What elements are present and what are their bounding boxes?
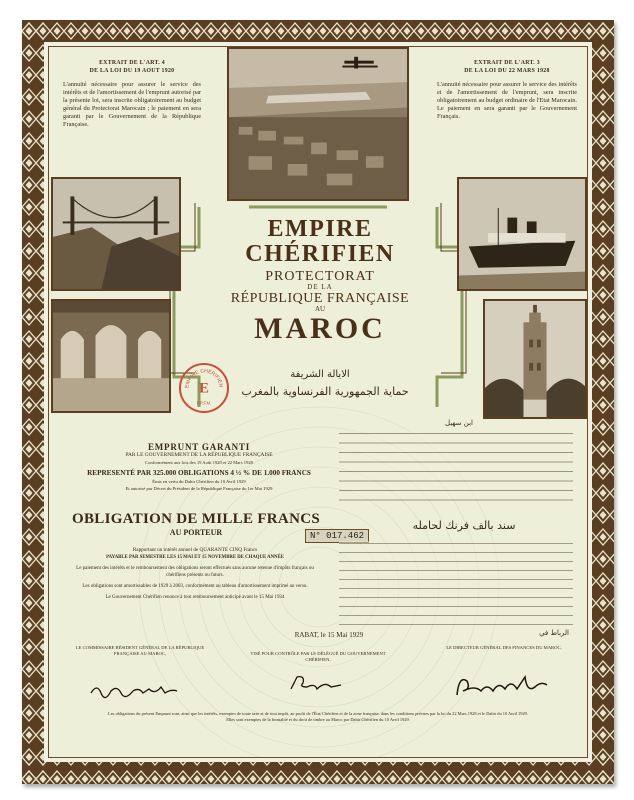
stamp-monogram: E	[199, 380, 209, 397]
footer-line-2: Elles sont exemptes de la formalité et du droit de timbre au Maroc par Dahir Chérifien du 10 Avril 1929.	[226, 717, 410, 722]
extract-left-law: DE LA LOI DU 19 AOUT 1920	[89, 68, 175, 74]
certificate-body	[48, 46, 588, 758]
extract-left-text: L'annuité nécessaire pour assurer le service des intérêts et de l'amortissement de l'emprunt autorisé par la présente loi, sera inscrite obligatoirement au budget général du Protectorat Marocain ; le paiement en sera garanti par le Gouvernement de la République Française.	[63, 81, 201, 128]
footer-text	[65, 711, 571, 723]
title-empire: EMPIRE	[267, 216, 373, 242]
bond-title: OBLIGATION DE MILLE FRANCS	[72, 511, 320, 527]
place-date: RABAT, le 15 Mai 1929	[294, 631, 364, 639]
arabic-protectorate: حماية الجمهورية الفرنساوية بالمغرب	[241, 385, 409, 398]
title-cherifien: CHÉRIFIEN	[245, 241, 395, 267]
loan-dahir: Émis en vertu du Dahir Chérifien du 10 Avril 1929	[152, 479, 246, 484]
title-maroc: MAROC	[254, 312, 386, 345]
loan-represented: REPRESENTÉ PAR 325.000 OBLIGATIONS 4 ½ % DE 1.000 FRANCS	[87, 469, 311, 477]
stamp-ring-text: EMPIRE CHÉRIFIEN	[184, 368, 224, 389]
signature-center	[287, 673, 347, 695]
photo-aerial-port	[227, 47, 409, 201]
loan-decret: Et autorisé par Décret du Président de la République Française du 1er Mai 1929	[125, 486, 273, 491]
title-republique: RÉPUBLIQUE FRANÇAISE	[230, 291, 410, 306]
photo-arches-interior	[51, 299, 171, 413]
arabic-loan-text	[339, 431, 573, 501]
loan-heading: EMPRUNT GARANTI	[147, 442, 251, 452]
extract-right-law: DE LA LOI DU 22 MARS 1928	[464, 68, 550, 74]
title-block	[219, 217, 421, 345]
footer-line-1: Les obligations du présent Emprunt sont, ainsi que les intérêts, exemptes de toute taxe et de tout impôt, au profit de l'État Chérifien et de la zone française, dans les conditions prévues par la loi du 22 Mars 1928 et le Dahir du 10 Avril 1929.	[108, 711, 528, 716]
extract-right	[437, 59, 577, 121]
arabic-bond-title: سند بالف فرنك لحامله	[412, 519, 516, 532]
bond-title-block	[71, 511, 321, 537]
bond-payable: PAYABLE PAR SEMESTRE LES 15 MAI ET 15 NOVEMBRE DE CHAQUE ANNÉE	[106, 555, 284, 560]
bond-bearer: AU PORTEUR	[169, 528, 223, 537]
photo-bridge	[51, 177, 181, 291]
signatory-right-title: LE DIRECTEUR GÉNÉRAL DES FINANCES DU MAROC,	[446, 645, 562, 650]
extract-left	[63, 59, 201, 129]
title-protectorat: PROTECTORAT	[265, 269, 375, 284]
stamp-bottom-text: P.P.F.M.	[196, 400, 212, 406]
bond-para-3: Le Gouvernement Chérifien renonce à tout remboursement anticipé avant le 15 Mai 1934	[105, 595, 285, 600]
arabic-text-lines	[339, 431, 573, 501]
title-au: AU	[314, 305, 326, 313]
arabic-place-date: الرباط في	[539, 629, 569, 637]
extract-right-text: L'annuité nécessaire pour assurer le service des intérêts et de l'amortissement de l'emprunt, sera inscrite obligatoirement au budget ordinaire de l'Etat Marocain. Le paiement en sera garanti par le Gouvernement Français.	[437, 81, 577, 120]
serial-number: N° 017.462	[305, 529, 369, 543]
title-de-la: DE LA	[307, 283, 333, 291]
arabic-serial-label: ابن سهيل	[445, 419, 473, 427]
loan-conformement: Conformément aux lois des 19 Août 1920 et 22 Mars 1928	[145, 460, 253, 465]
signature-right	[453, 671, 549, 701]
signatory-center-title: VISÉ POUR CONTRÔLE PAR LE DÉLÉGUÉ DU GOUVERNEMENT CHÉRIFIEN,	[250, 651, 386, 662]
extract-right-heading: EXTRAIT DE L'ART. 3	[474, 60, 540, 66]
arabic-conditions	[339, 541, 573, 625]
photo-steamship	[457, 177, 587, 291]
loan-guarantor: PAR LE GOUVERNEMENT DE LA RÉPUBLIQUE FRANÇAISE	[125, 452, 273, 458]
loan-info	[79, 442, 319, 492]
photo-minaret	[483, 299, 587, 419]
signatory-left-title: LE COMMISSAIRE RÉSIDENT GÉNÉRAL DE LA RÉPUBLIQUE FRANÇAISE AU MAROC,	[75, 645, 205, 656]
bond-para-2: Les obligations sont amortissables de 1929 à 2003, conformément au tableau d'amortissement imprimé au verso.	[82, 584, 308, 589]
bond-para-1: Le paiement des intérêts et le remboursement des obligations seront effectués sans aucune retenue d'impôts français ou chérifiens présents ou futurs.	[76, 566, 314, 578]
extract-left-heading: EXTRAIT DE L'ART. 4	[99, 60, 165, 66]
bond-interest: Rapportant un intérêt annuel de QUARANTE CINQ Francs	[132, 547, 258, 553]
bond-conditions	[75, 547, 315, 601]
official-stamp	[179, 363, 229, 413]
bond-certificate	[22, 20, 614, 784]
arabic-dynasty: الايالة الشريفة	[290, 369, 350, 380]
signature-left	[89, 679, 179, 701]
